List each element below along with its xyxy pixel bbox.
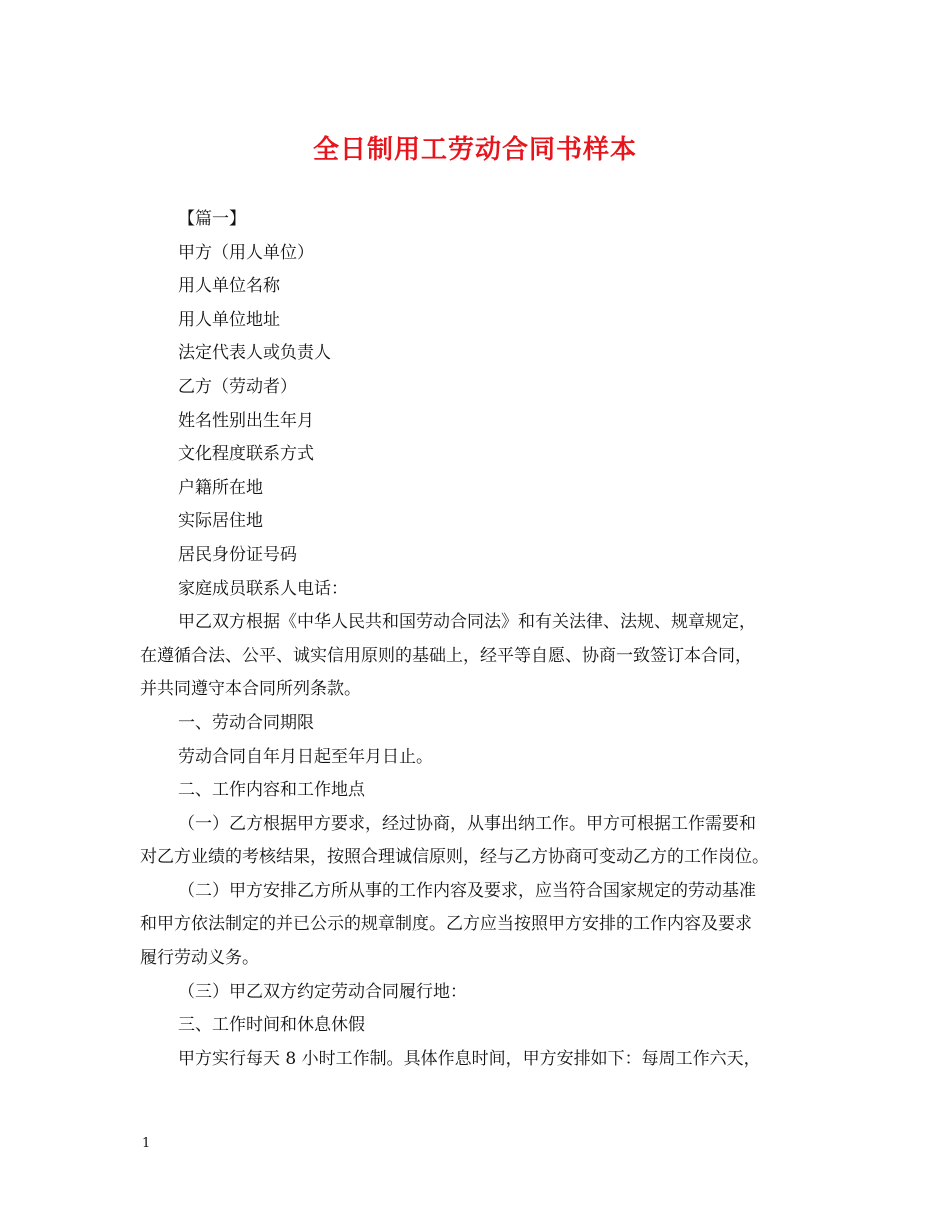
document-body: [140, 203, 820, 1076]
section-heading: 【篇一】: [178, 209, 246, 229]
paragraph-line: 对乙方业绩的考核结果，按照合理诚信原则，经与乙方协商可变动乙方的工作岗位。: [140, 847, 769, 868]
party-a-label: 甲方（用人单位）: [178, 242, 314, 263]
paragraph-line: 劳动合同自年月日起至年月日止。: [178, 746, 433, 767]
paragraph-line: 履行劳动义务。: [140, 948, 259, 969]
paragraph-line: 甲乙双方根据《中华人民共和国劳动合同法》和有关法律、法规、规章规定，: [178, 612, 756, 633]
family-contact-field: 家庭成员联系人电话：: [178, 578, 348, 599]
document-title: 全日制用工劳动合同书样本: [312, 135, 637, 165]
paragraph-line: （二）甲方安排乙方所从事的工作内容及要求，应当符合国家规定的劳动基准: [178, 880, 756, 901]
education-contact-field: 文化程度联系方式: [178, 444, 314, 465]
employer-name-field: 用人单位名称: [178, 276, 280, 297]
paragraph-line: 在遵循合法、公平、诚实信用原则的基础上，经平等自愿、协商一致签订本合同，: [140, 645, 752, 666]
legal-representative-field: 法定代表人或负责人: [178, 343, 331, 364]
household-registration-field: 户籍所在地: [178, 477, 263, 498]
party-b-label: 乙方（劳动者）: [178, 376, 297, 397]
id-number-field: 居民身份证号码: [178, 544, 297, 565]
paragraph-line: 并共同遵守本合同所列条款。: [140, 679, 361, 700]
clause-heading: 一、劳动合同期限: [178, 712, 314, 733]
paragraph-line: （三）甲乙双方约定劳动合同履行地：: [178, 981, 467, 1002]
personal-info-field: 姓名性别出生年月: [178, 410, 314, 431]
residence-field: 实际居住地: [178, 511, 263, 532]
page-number: 1: [142, 1136, 151, 1151]
paragraph-line: 和甲方依法制定的并已公示的规章制度。乙方应当按照甲方安排的工作内容及要求: [140, 914, 752, 935]
clause-heading: 二、工作内容和工作地点: [178, 780, 365, 801]
paragraph-line: 甲方实行每天 8 小时工作制。具体作息时间，甲方安排如下：每周工作六天，: [178, 1048, 761, 1069]
clause-heading: 三、工作时间和休息休假: [178, 1015, 365, 1036]
employer-address-field: 用人单位地址: [178, 309, 280, 330]
paragraph-line: （一）乙方根据甲方要求，经过协商，从事出纳工作。甲方可根据工作需要和: [178, 813, 756, 834]
